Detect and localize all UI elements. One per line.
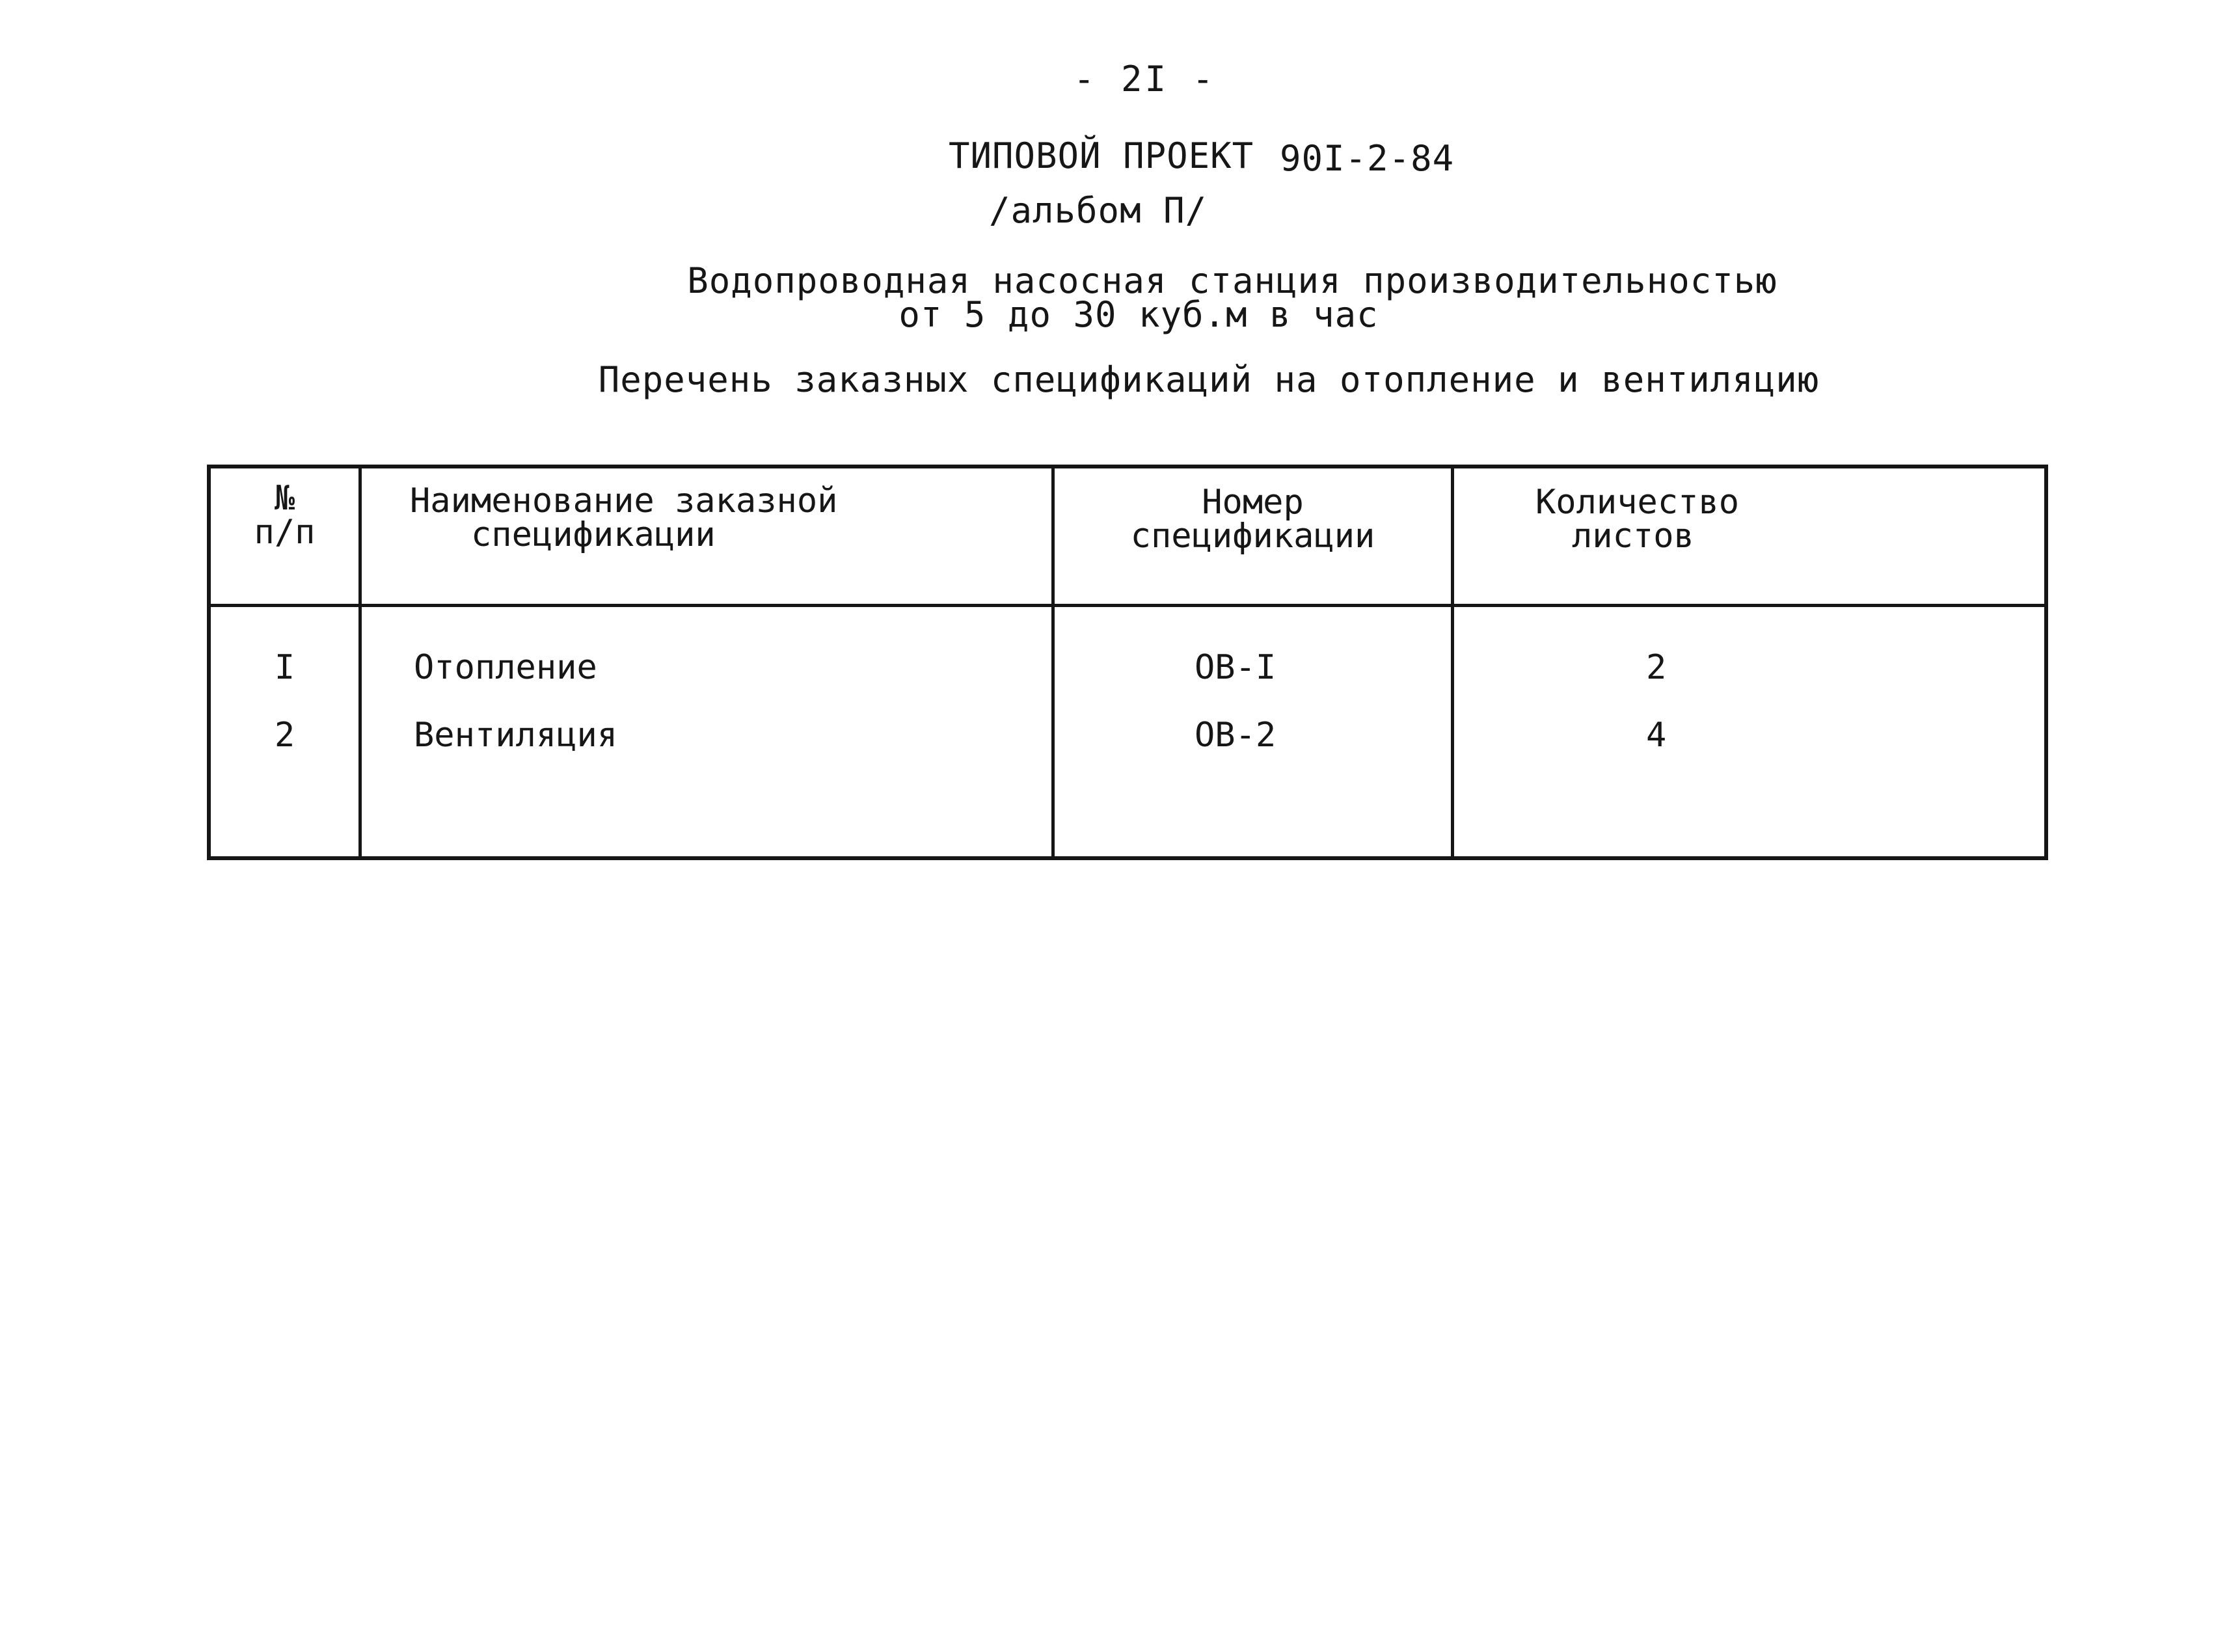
header-num-line-2: п/п — [254, 513, 316, 552]
row-name: Отопление — [414, 648, 597, 687]
header-qty-line-2: листов — [1572, 517, 1694, 556]
list-title: Перечень заказных спецификаций на отопление и вентиляцию — [598, 359, 1820, 400]
specification-table — [207, 465, 2048, 860]
row-num: I — [274, 648, 295, 687]
project-title: ТИПОВОЙ ПРОЕКТ — [949, 135, 1254, 176]
column-divider — [358, 468, 362, 856]
header-num-line-1: № — [274, 479, 295, 518]
page-number: - 2I - — [1074, 59, 1217, 100]
row-name: Вентиляция — [414, 716, 618, 755]
project-code: 90I-2-84 — [1280, 138, 1455, 179]
row-spec: ОВ-I — [1195, 648, 1277, 687]
row-qty: 4 — [1646, 716, 1667, 755]
station-title-line-2: от 5 до 30 куб.м в час — [898, 294, 1379, 335]
header-spec-line-1: Номер — [1202, 483, 1304, 522]
header-name-line-1: Наименование заказной — [410, 481, 838, 521]
column-divider — [1451, 468, 1454, 856]
row-spec: ОВ-2 — [1195, 716, 1277, 755]
row-qty: 2 — [1646, 648, 1667, 687]
station-title-line-1: Водопроводная насосная станция производительностью — [687, 260, 1777, 301]
header-qty-line-1: Количество — [1535, 483, 1740, 522]
header-name-line-2: спецификации — [471, 515, 716, 554]
header-divider — [211, 604, 2044, 607]
album-label: /альбом П/ — [989, 190, 1208, 231]
header-spec-line-2: спецификации — [1130, 517, 1375, 556]
row-num: 2 — [274, 716, 295, 755]
